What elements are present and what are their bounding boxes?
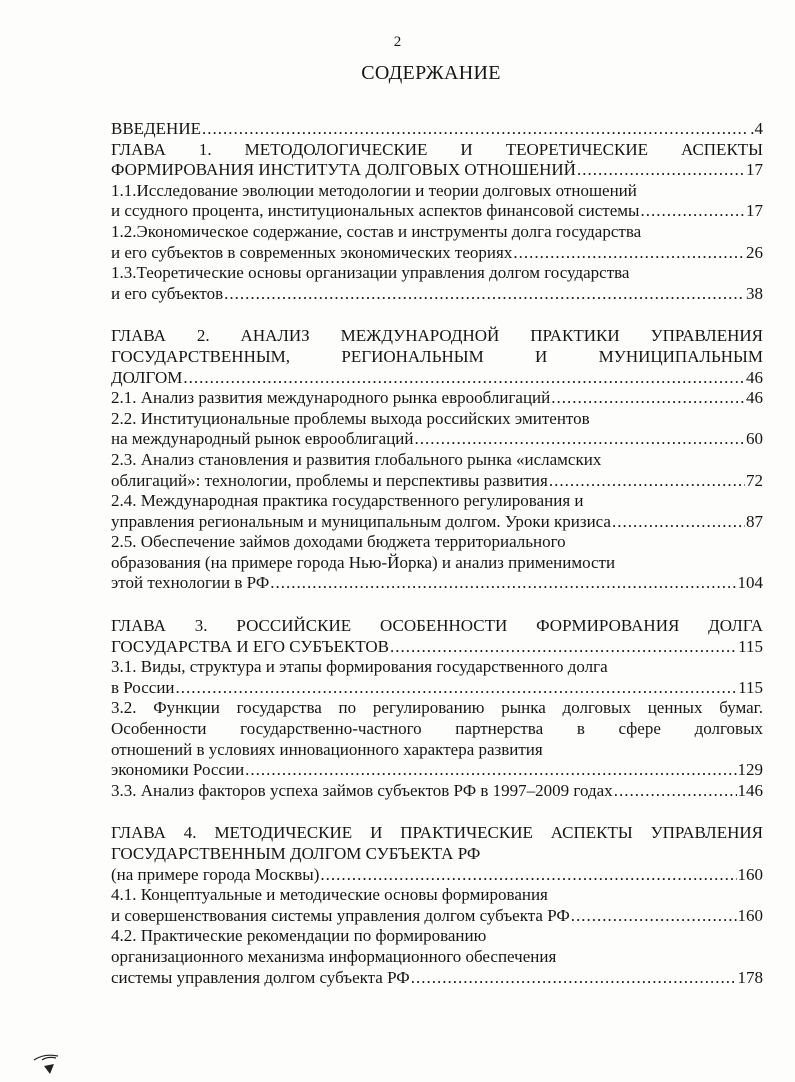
toc-entry-text: и его субъектов в современных экономических теориях (111, 242, 513, 262)
toc-entry-text: в России (111, 677, 175, 697)
toc-entry-text: ФОРМИРОВАНИЯ ИНСТИТУТА ДОЛГОВЫХ ОТНОШЕНИЙ (111, 160, 576, 180)
spacer (111, 801, 763, 823)
toc-page-number: 26 (746, 242, 763, 262)
toc-entry-text: ВВЕДЕНИЕ (111, 119, 201, 138)
page-title: СОДЕРЖАНИЕ (361, 62, 501, 84)
section-3-2: 3.2. Функции государства по регулированию рынка долговых ценных бумаг. (111, 698, 763, 718)
toc-page-number: 115 (738, 636, 763, 656)
toc-entry-text: 3.3. Анализ факторов успеха займов субъектов РФ в 1997–2009 годах (111, 780, 613, 800)
section-2-5-line2: образования (на примере города Нью-Йорка) и анализ применимости (111, 552, 616, 572)
chapter-2-heading: ГЛАВА 2. АНАЛИЗ МЕЖДУНАРОДНОЙ ПРАКТИКИ УПРАВЛЕНИЯ (111, 326, 763, 346)
section-2-2: 2.2. Институциональные проблемы выхода российских эмитентов (111, 408, 590, 428)
chapter-2-heading-line2: ГОСУДАРСТВЕННЫМ, РЕГИОНАЛЬНЫМ И МУНИЦИПАЛЬНЫМ (111, 346, 763, 366)
toc-entry-text: и его субъектов (111, 283, 224, 303)
toc-page-number: 87 (746, 511, 763, 531)
toc-page-number: 146 (737, 780, 763, 800)
toc-entry-text: ГОСУДАРСТВА И ЕГО СУБЪЕКТОВ (111, 636, 389, 656)
toc-entry-text: этой технологии в РФ (111, 573, 270, 593)
dot-leader (270, 573, 736, 594)
spacer (111, 304, 763, 326)
toc-entry-text: экономики России (111, 760, 245, 780)
section-2-5: 2.5. Обеспечение займов доходами бюджета территориального (111, 532, 566, 552)
toc-page-number: 178 (737, 967, 763, 987)
toc-page-number: 72 (746, 470, 763, 490)
dot-leader (571, 906, 737, 927)
section-3-1-end (111, 678, 763, 699)
section-1-1-end (111, 201, 763, 222)
toc-page-number: 129 (737, 760, 763, 780)
section-4-2-line2: организационного механизма информационного обеспечения (111, 946, 557, 966)
section-1-3-end (111, 284, 763, 305)
section-4-2-end (111, 968, 763, 989)
dot-leader (614, 781, 737, 802)
dot-leader (640, 201, 745, 222)
section-3-2-end (111, 760, 763, 781)
dot-leader (549, 471, 745, 492)
section-2-4-end (111, 512, 763, 533)
dot-leader (513, 243, 745, 264)
toc-entry-text: управления региональным и муниципальным долгом. Уроки кризиса (111, 511, 611, 531)
section-4-1: 4.1. Концептуальные и методические основы формирования (111, 885, 548, 905)
section-2-3-end (111, 471, 763, 492)
dot-leader (202, 119, 749, 140)
chapter-1-heading: ГЛАВА 1. МЕТОДОЛОГИЧЕСКИЕ И ТЕОРЕТИЧЕСКИЕ АСПЕКТЫ (111, 139, 763, 159)
toc-page-number: 17 (746, 160, 763, 180)
section-3-2-line3: отношений в условиях инновационного характера развития (111, 739, 543, 759)
section-4-2: 4.2. Практические рекомендации по формированию (111, 926, 487, 946)
toc-entry-text: и совершенствования системы управления долгом субъекта РФ (111, 905, 570, 925)
toc-entry-text: (на примере города Москвы) (111, 864, 320, 884)
toc-page-number: 115 (738, 677, 763, 697)
toc-entry-text: 2.1. Анализ развития международного рынка еврооблигаций (111, 388, 551, 408)
toc-page-number: 38 (746, 283, 763, 303)
toc-page-number: 104 (737, 573, 763, 593)
section-3-1: 3.1. Виды, структура и этапы формирования государственного долга (111, 657, 608, 677)
dot-leader (176, 678, 738, 699)
section-3-2-line2: Особенности государственно-частного партнерства в сфере долговых (111, 719, 763, 739)
toc-page-number: .4 (750, 119, 763, 138)
dot-leader (551, 388, 745, 409)
page-number: 2 (393, 34, 402, 50)
toc-entry-text: и ссудного процента, институциональных аспектов финансовой системы (111, 201, 640, 221)
section-1-2: 1.2.Экономическое содержание, состав и инструменты долга государства (111, 221, 642, 241)
dot-leader (390, 637, 737, 658)
section-1-1: 1.1.Исследование эволюции методологии и теории долговых отношений (111, 180, 637, 200)
section-2-1 (111, 388, 763, 409)
section-2-4: 2.4. Международная практика государственного регулирования и (111, 491, 584, 511)
dot-leader (224, 284, 745, 305)
dot-leader (577, 160, 745, 181)
toc-page-number: 46 (746, 388, 763, 408)
section-1-3: 1.3.Теоретические основы организации управления долгом государства (111, 263, 630, 283)
toc-entry-intro (111, 119, 763, 140)
toc-page-number: 60 (746, 429, 763, 449)
chapter-4-heading-line2: ГОСУДАРСТВЕННЫМ ДОЛГОМ СУБЪЕКТА РФ (111, 844, 481, 863)
dot-leader (245, 760, 736, 781)
section-2-2-end (111, 429, 763, 450)
section-3-3 (111, 781, 763, 802)
dot-leader (612, 512, 745, 533)
toc-page-number: 160 (737, 864, 763, 884)
toc-entry-text: облигаций»: технологии, проблемы и перспективы развития (111, 470, 548, 490)
toc-page-number: 46 (746, 367, 763, 387)
signature-mark (32, 1048, 72, 1078)
dot-leader (320, 865, 736, 886)
dot-leader (414, 429, 745, 450)
toc-page-number: 160 (737, 905, 763, 925)
section-2-3: 2.3. Анализ становления и развития глобального рынка «исламских (111, 449, 602, 469)
section-2-5-end (111, 573, 763, 594)
table-of-contents (111, 119, 763, 988)
section-1-2-end (111, 243, 763, 264)
section-4-1-end (111, 906, 763, 927)
chapter-4-heading: ГЛАВА 4. МЕТОДИЧЕСКИЕ И ПРАКТИЧЕСКИЕ АСПЕКТЫ УПРАВЛЕНИЯ (111, 823, 763, 843)
chapter-3-heading: ГЛАВА 3. РОССИЙСКИЕ ОСОБЕННОСТИ ФОРМИРОВАНИЯ ДОЛГА (111, 616, 763, 636)
toc-entry-text: ДОЛГОМ (111, 367, 183, 387)
dot-leader (183, 368, 745, 389)
spacer (111, 594, 763, 616)
chapter-3-heading-end (111, 637, 763, 658)
chapter-1-heading-end (111, 160, 763, 181)
chapter-2-heading-end (111, 368, 763, 389)
toc-page-number: 17 (746, 201, 763, 221)
dot-leader (411, 968, 737, 989)
chapter-4-heading-end (111, 865, 763, 886)
toc-entry-text: на международный рынок еврооблигаций (111, 429, 414, 449)
toc-entry-text: системы управления долгом субъекта РФ (111, 967, 410, 987)
